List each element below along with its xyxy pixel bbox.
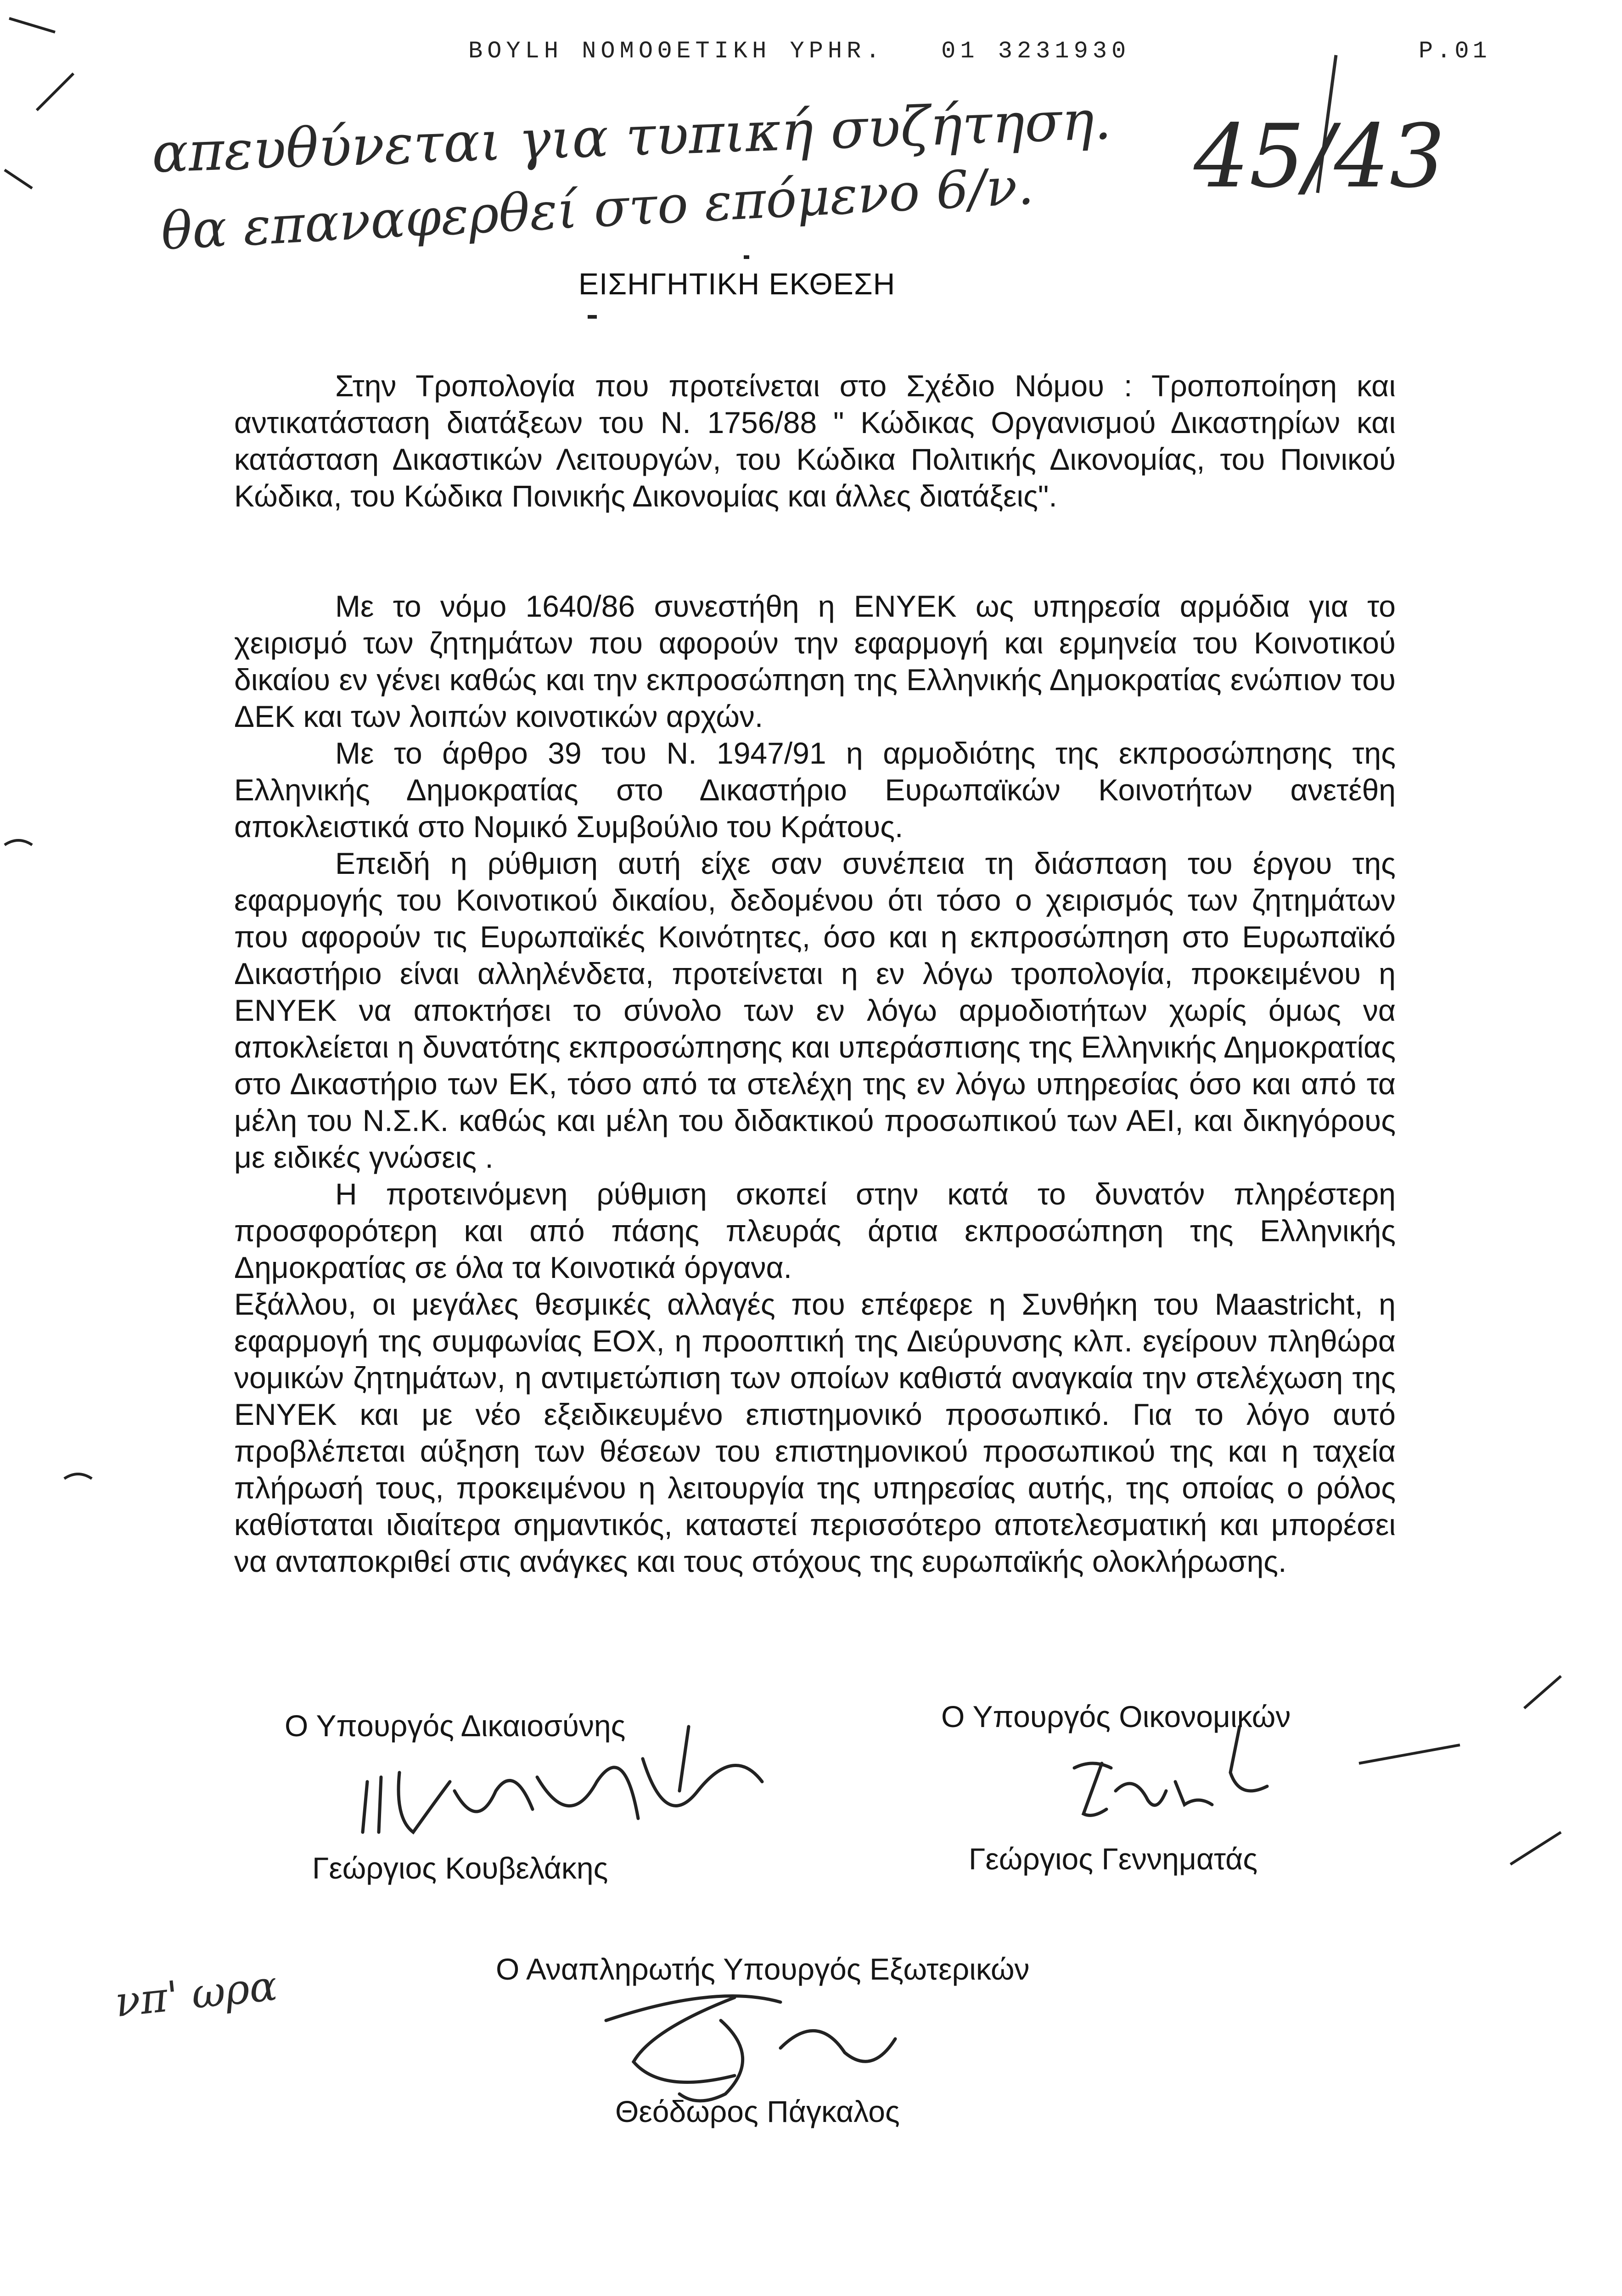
- margin-tick: [5, 840, 32, 845]
- margin-tick: [5, 170, 32, 188]
- margin-tick: [37, 73, 73, 110]
- margin-tick: [64, 1474, 92, 1479]
- signatory-justice-name: Γεώργιος Κουβελάκης: [312, 1851, 608, 1885]
- signatory-justice-title: Ο Υπουργός Δικαιοσύνης: [285, 1709, 626, 1743]
- signature-dash: [1359, 1745, 1460, 1763]
- fax-header: BOYLH NOMOΘETIKH YPHR. 01 3231930: [468, 38, 1131, 65]
- margin-tick: [9, 18, 55, 32]
- margin-tick: [1510, 1832, 1561, 1864]
- final-paragraph: Εξάλλου, οι μεγάλες θεσμικές αλλαγές που επέφερε η Συνθήκη του Maastricht, η εφαρμογή της συμφωνίας ΕΟΧ, η προοπτική της Διεύρυνσης κλπ. εγείρουν πληθώρα νομικών ζητημάτων, η αντιμετώπιση των οποίων καθιστά αναγκαία την στελέχωση της ΕΝΥΕΚ και με νέο εξειδικευμένο επιστημονικό προσωπικό. Για το λόγο αυτό προβλέπεται αύξηση των θέσεων του επιστημονικού προσωπικού της και η ταχεία πλήρωσή τους, προκειμένου η λειτουργία της υπηρεσίας αυτής, της οποίας ο ρόλος καθίσταται ιδιαίτερα σημαντικός, καταστεί περισσότερο αποτελεσματική και μπορέσει να ανταποκριθεί στις ανάγκες και τους στόχους της ευρωπαϊκής ολοκλήρωσης.: [234, 1287, 1396, 1578]
- paragraph: Με το άρθρο 39 του Ν. 1947/91 η αρμοδιότης της εκπροσώπησης της Ελληνικής Δημοκρατίας στο Δικαστήριο Ευρωπαϊκών Κοινοτήτων ανετέθη αποκλειστικά στο Νομικό Συμβούλιο του Κράτους.: [234, 736, 1396, 844]
- paragraph: Επειδή η ρύθμιση αυτή είχε σαν συνέπεια τη διάσπαση του έργου της εφαρμογής του Κοινοτικού δικαίου, δεδομένου ότι τόσο ο χειρισμός των ζητημάτων που αφορούν τις Ευρωπαϊκές Κοινότητες, όσο και η εκπροσώπηση στο Ευρωπαϊκό Δικαστήριο είναι αλληλένδετα, προτείνεται η εν λόγω τροπολογία, προκειμένου η ΕΝΥΕΚ να αποκτήσει το σύνολο των εν λόγω αρμοδιοτήτων χωρίς όμως να αποκλείεται η δυνατότης εκπροσώπησης και υπεράσπισης της Ελληνικής Δημοκρατίας στο Δικαστήριο των ΕΚ, τόσο από τα στελέχη της εν λόγω υπηρεσίας όσο και από τα μέλη του Ν.Σ.Κ. καθώς και μέλη του διδακτικού προσωπικού των ΑΕΙ, και δικηγόρους με ειδικές γνώσεις .: [234, 846, 1396, 1174]
- signatory-finance-title: Ο Υπουργός Οικονομικών: [941, 1699, 1291, 1733]
- paragraph: Με το νόμο 1640/86 συνεστήθη η ΕΝΥΕΚ ως υπηρεσία αρμόδια για το χειρισμό των ζητημάτων που αφορούν την εφαρμογή και ερμηνεία του Κοινοτικού δικαίου εν γένει καθώς και την εκπροσώπηση της Ελληνικής Δημοκρατίας ενώπιον του ΔΕΚ και των λοιπών κοινοτικών αρχών.: [234, 589, 1396, 733]
- handwritten-margin-note: νπ' ωρα: [112, 1961, 280, 2027]
- signature-foreign: [606, 1996, 895, 2101]
- intro-text: Στην Τροπολογία που προτείνεται στο Σχέδιο Νόμου : Τροποποίηση και αντικατάσταση διατάξεων του Ν. 1756/88 " Κώδικας Οργανισμού Δικαστηρίων και κατάσταση Δικαστικών Λειτουργών, του Κώδικα Πολιτικής Δικονομίας, του Ποινικού Κώδικα, του Κώδικα Ποινικής Δικονομίας και άλλες διατάξεις".: [234, 369, 1396, 513]
- fax-page-number: P.01: [1419, 38, 1491, 65]
- signatory-foreign-name: Θεόδωρος Πάγκαλος: [615, 2094, 900, 2128]
- intro-paragraph: [234, 367, 1396, 514]
- margin-tick: [1524, 1676, 1561, 1708]
- signature-finance: [1074, 1727, 1267, 1815]
- paragraph: Η προτεινόμενη ρύθμιση σκοπεί στην κατά το δυνατόν πληρέστερη προσφορότερη και από πάσης πλευράς άρτια εκπροσώπηση της Ελληνικής Δημοκρατίας σε όλα τα Κοινοτικά όργανα.: [234, 1177, 1396, 1284]
- document-title: ΕΙΣΗΓΗΤΙΚΗ ΕΚΘΕΣΗ: [578, 267, 896, 301]
- handwritten-reference-number: 45/43: [1194, 106, 1445, 207]
- signatory-foreign-title: Ο Αναπληρωτής Υπουργός Εξωτερικών: [496, 1952, 1030, 1986]
- signatory-finance-name: Γεώργιος Γεννηματάς: [969, 1842, 1258, 1876]
- handwritten-note-line1: απευθύνεται για τυπική συζήτηση.: [151, 88, 1112, 185]
- handwritten-note-line2: θα επαναφερθεί στο επόμενο 6/ν.: [159, 156, 1035, 262]
- body-paragraphs: [234, 588, 1396, 1580]
